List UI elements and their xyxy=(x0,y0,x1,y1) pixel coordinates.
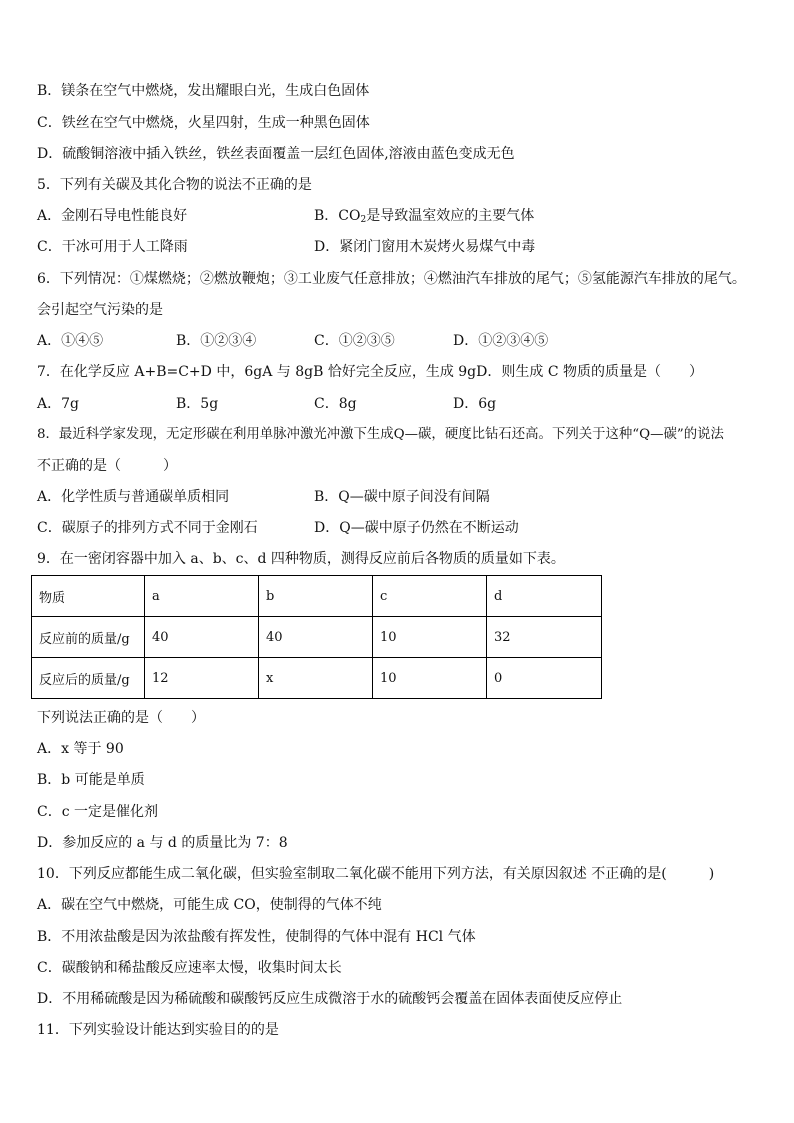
q4-option-c: C．铁丝在空气中燃烧，火星四射，生成一种黑色固体 xyxy=(37,115,370,131)
q5-option-b-sub: 2 xyxy=(360,215,367,225)
q6-option-a: A．①④⑤ xyxy=(37,333,104,349)
q5-option-a: A．金刚石导电性能良好 xyxy=(37,208,188,224)
table-cell: 反应后的质量/g xyxy=(32,658,145,699)
question-9: 9．在一密闭容器中加入 a、b、c、d 四种物质，测得反应前后各物质的质量如下表。 xyxy=(37,551,565,567)
q7-option-a: A．7g xyxy=(37,396,79,412)
q5-option-b-pre: B．CO xyxy=(314,208,361,224)
q8-option-a: A．化学性质与普通碳单质相同 xyxy=(37,489,230,505)
mass-table xyxy=(31,575,602,699)
table-cell: 10 xyxy=(373,658,487,699)
q8-option-b: B．Q—碳中原子间没有间隔 xyxy=(314,489,490,505)
q9-option-a: A．x 等于 90 xyxy=(37,741,124,757)
q5-option-b xyxy=(314,206,534,230)
q8-option-d: D．Q—碳中原子仍然在不断运动 xyxy=(314,520,519,536)
q10-option-c: C．碳酸钠和稀盐酸反应速率太慢，收集时间太长 xyxy=(37,960,342,976)
q5-option-b-post: 是导致温室效应的主要气体 xyxy=(366,208,535,224)
q4-option-d: D．硫酸铜溶液中插入铁丝，铁丝表面覆盖一层红色固体,溶液由蓝色变成无色 xyxy=(37,146,515,162)
table-cell: d xyxy=(487,576,602,617)
q4-option-b: B．镁条在空气中燃烧，发出耀眼白光，生成白色固体 xyxy=(37,83,370,99)
table-cell: 40 xyxy=(145,617,259,658)
table-row xyxy=(32,576,602,617)
question-5: 5．下列有关碳及其化合物的说法不正确的是 xyxy=(37,177,312,193)
table-cell: c xyxy=(373,576,487,617)
question-6: 6．下列情况：①煤燃烧；②燃放鞭炮；③工业废气任意排放；④燃油汽车排放的尾气；⑤氢能源汽车排放的尾气。 xyxy=(37,271,746,287)
q10-option-a: A．碳在空气中燃烧，可能生成 CO，使制得的气体不纯 xyxy=(37,897,382,913)
question-10: 10．下列反应都能生成二氧化碳，但实验室制取二氧化碳不能用下列方法，有关原因叙述 不正确的是( ) xyxy=(37,866,715,882)
table-cell: 40 xyxy=(259,617,373,658)
q5-option-c: C．干冰可用于人工降雨 xyxy=(37,239,188,255)
q7-option-b: B．5g xyxy=(176,396,219,412)
table-row xyxy=(32,617,602,658)
q9-prompt: 下列说法正确的是（ ） xyxy=(37,710,205,726)
table-cell: 反应前的质量/g xyxy=(32,617,145,658)
q6-option-c: C．①②③⑤ xyxy=(314,333,395,349)
table-row xyxy=(32,658,602,699)
table-cell: 10 xyxy=(373,617,487,658)
question-8-continued: 不正确的是（ ） xyxy=(37,458,177,474)
table-cell: 32 xyxy=(487,617,602,658)
table-cell: b xyxy=(259,576,373,617)
question-7: 7．在化学反应 A+B=C+D 中，6gA 与 8gB 恰好完全反应，生成 9gD．则生成 C 物质的质量是（ ） xyxy=(37,364,703,380)
table-cell: 物质 xyxy=(32,576,145,617)
q10-option-d: D．不用稀硫酸是因为稀硫酸和碳酸钙反应生成微溶于水的硫酸钙会覆盖在固体表面使反应停止 xyxy=(37,991,623,1007)
table-cell: 12 xyxy=(145,658,259,699)
table-cell: a xyxy=(145,576,259,617)
q9-option-b: B．b 可能是单质 xyxy=(37,772,145,788)
q5-option-d: D．紧闭门窗用木炭烤火易煤气中毒 xyxy=(314,239,536,255)
table-cell: 0 xyxy=(487,658,602,699)
q9-option-c: C．c 一定是催化剂 xyxy=(37,804,159,820)
q9-option-d: D．参加反应的 a 与 d 的质量比为 7：8 xyxy=(37,835,288,851)
q7-option-c: C．8g xyxy=(314,396,357,412)
question-6-continued: 会引起空气污染的是 xyxy=(37,302,163,318)
question-8: 8．最近科学家发现，无定形碳在利用单脉冲激光冲激下生成Q—碳，硬度比钻石还高。下列关于这种“Q—碳”的说法 xyxy=(37,427,724,442)
q6-option-b: B．①②③④ xyxy=(176,333,257,349)
q7-option-d: D．6g xyxy=(453,396,497,412)
table-cell: x xyxy=(259,658,373,699)
q8-option-c: C．碳原子的排列方式不同于金刚石 xyxy=(37,520,258,536)
q10-option-b: B．不用浓盐酸是因为浓盐酸有挥发性，使制得的气体中混有 HCl 气体 xyxy=(37,929,476,945)
q6-option-d: D．①②③④⑤ xyxy=(453,333,549,349)
question-11: 11．下列实验设计能达到实验目的的是 xyxy=(37,1022,279,1038)
